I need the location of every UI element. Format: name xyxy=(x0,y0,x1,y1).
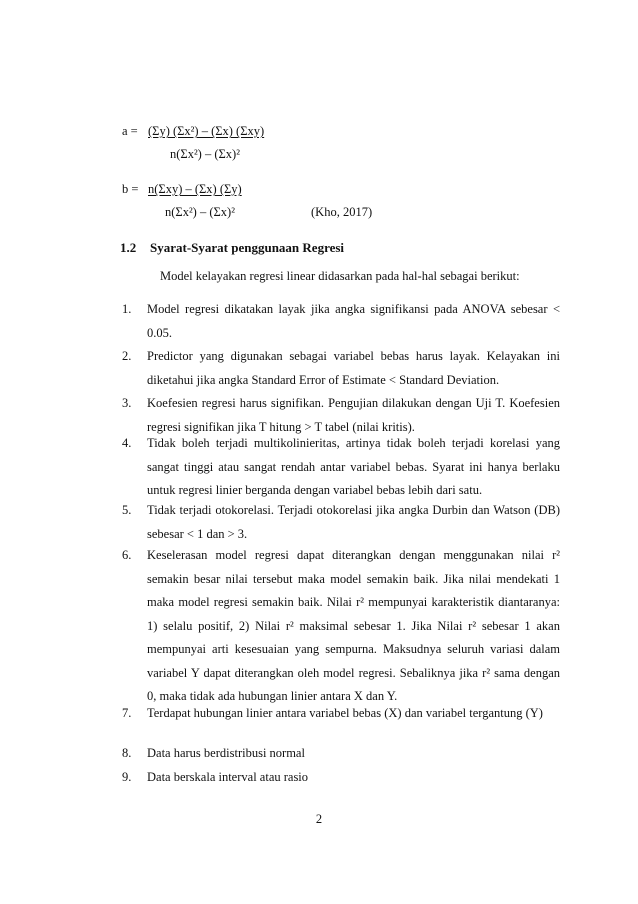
list-item-number: 5. xyxy=(122,503,132,517)
list-item-number: 2. xyxy=(122,349,132,363)
list-item-number: 4. xyxy=(122,436,132,450)
list-item-text: Data harus berdistribusi normal xyxy=(147,746,305,760)
list-item-number: 6. xyxy=(122,548,132,562)
citation: (Kho, 2017) xyxy=(311,205,373,219)
formula-a-numerator: (Σy) (Σx²) – (Σx) (Σxy) xyxy=(148,124,265,138)
list-item-text: Tidak terjadi otokorelasi. Terjadi otokorelasi jika angka Durbin dan Watson (DB) sebesar < 1 dan > 3. xyxy=(147,503,560,541)
list-item-number: 8. xyxy=(122,746,132,760)
formula-a-denominator: n(Σx²) – (Σx)² xyxy=(170,147,240,161)
list-item-number: 7. xyxy=(122,706,132,720)
formula-b-denominator: n(Σx²) – (Σx)² xyxy=(165,205,235,219)
list-item-number: 1. xyxy=(122,302,132,316)
list-item-text: Terdapat hubungan linier antara variabel bebas (X) dan variabel tergantung (Y) xyxy=(147,706,543,720)
page-number: 2 xyxy=(315,812,323,826)
list-item-text: Keselerasan model regresi dapat diterangkan dengan menggunakan nilai r² semakin besar nilai tersebut maka model semakin baik. Jika nilai mendekati 1 maka model regresi semakin baik. Nilai r² mempunyai karakteristik diantaranya: 1) selalu positif, 2) Nilai r² maksimal sebesar 1. Jika Nilai r² sebesar 1 akan mempunyai arti kesesuaian yang sempurna. Maksudnya seluruh variasi dalam variabel Y dapat diterangkan oleh model regresi. Sebaliknya jika r² sama dengan 0, maka tidak ada hubungan linier antara X dan Y. xyxy=(147,548,560,703)
list-item-number: 3. xyxy=(122,396,132,410)
formula-b-numerator: n(Σxy) – (Σx) (Σy) xyxy=(148,182,242,196)
list-item-text: Tidak boleh terjadi multikolinieritas, artinya tidak boleh terjadi korelasi yang sangat tinggi atau sangat rendah antar variabel bebas. Syarat ini hanya berlaku untuk regresi linier berganda dengan variabel bebas lebih dari satu. xyxy=(147,436,560,497)
section-title: Syarat-Syarat penggunaan Regresi xyxy=(150,240,345,255)
formula-a-lhs: a = xyxy=(122,124,138,138)
section-number: 1.2 xyxy=(120,240,137,255)
formula-b-lhs: b = xyxy=(122,182,139,196)
list-item-number: 9. xyxy=(122,770,132,784)
list-item-text: Predictor yang digunakan sebagai variabel bebas harus layak. Kelayakan ini diketahui jika angka Standard Error of Estimate < Standard Deviation. xyxy=(147,349,560,387)
section-intro: Model kelayakan regresi linear didasarkan pada hal-hal sebagai berikut: xyxy=(160,269,520,283)
list-item-text: Koefesien regresi harus signifikan. Pengujian dilakukan dengan Uji T. Koefesien regresi signifikan jika T hitung > T tabel (nilai kritis). xyxy=(147,396,560,434)
list-item-text: Model regresi dikatakan layak jika angka signifikansi pada ANOVA sebesar < 0.05. xyxy=(147,302,560,340)
list-item-text: Data berskala interval atau rasio xyxy=(147,770,309,784)
